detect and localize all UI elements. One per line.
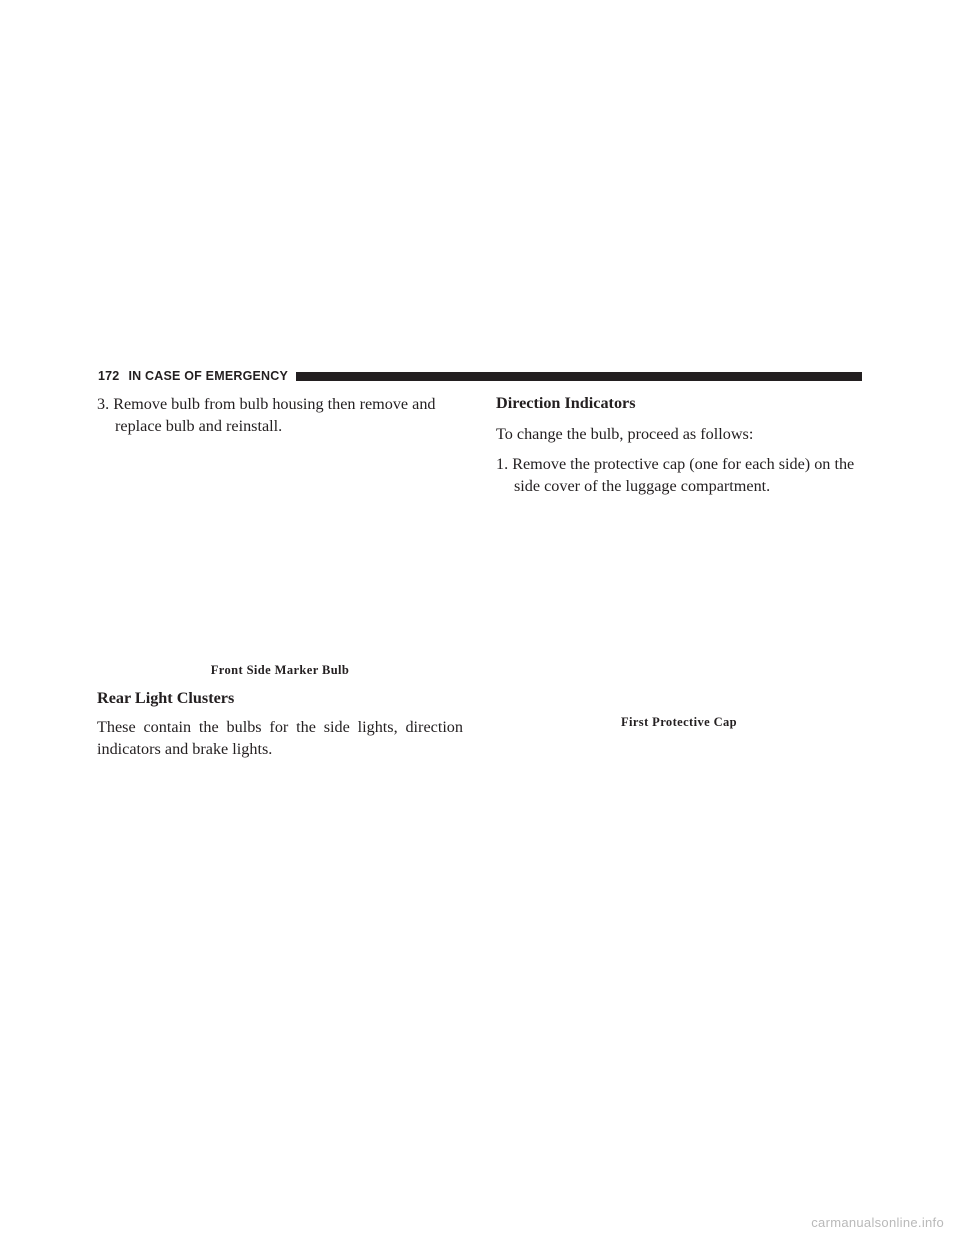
step-1-number: 1.	[496, 455, 509, 473]
section-title: IN CASE OF EMERGENCY	[128, 369, 289, 383]
direction-indicators-heading: Direction Indicators	[496, 394, 636, 412]
step-3-line-1: Remove bulb from bulb housing then remove and	[113, 395, 436, 413]
page-header	[98, 368, 862, 384]
page-number: 172	[98, 369, 120, 383]
figure-caption: Front Side Marker Bulb	[210, 663, 350, 677]
header-rule	[296, 372, 862, 381]
rear-light-clusters-paragraph: These contain the bulbs for the side lights, direction indicators and brake lights.	[97, 718, 463, 758]
step-1-line-2: side cover of the luggage compartment.	[514, 477, 771, 495]
step-3	[97, 393, 463, 437]
left-column	[97, 393, 463, 760]
intro-paragraph: To change the bulb, proceed as follows:	[496, 425, 754, 443]
right-column	[496, 393, 862, 735]
rear-light-clusters-heading: Rear Light Clusters	[97, 689, 235, 707]
step-1-line-1: Remove the protective cap (one for each side) on the	[512, 455, 855, 473]
watermark: carmanualsonline.info	[811, 1215, 944, 1230]
step-1	[496, 453, 862, 497]
figure-first-protective-cap	[496, 497, 862, 735]
figure-caption: First Protective Cap	[620, 715, 738, 729]
step-3-number: 3.	[97, 395, 110, 413]
step-3-line-2: replace bulb and reinstall.	[115, 417, 283, 435]
figure-front-side-marker	[97, 451, 463, 683]
